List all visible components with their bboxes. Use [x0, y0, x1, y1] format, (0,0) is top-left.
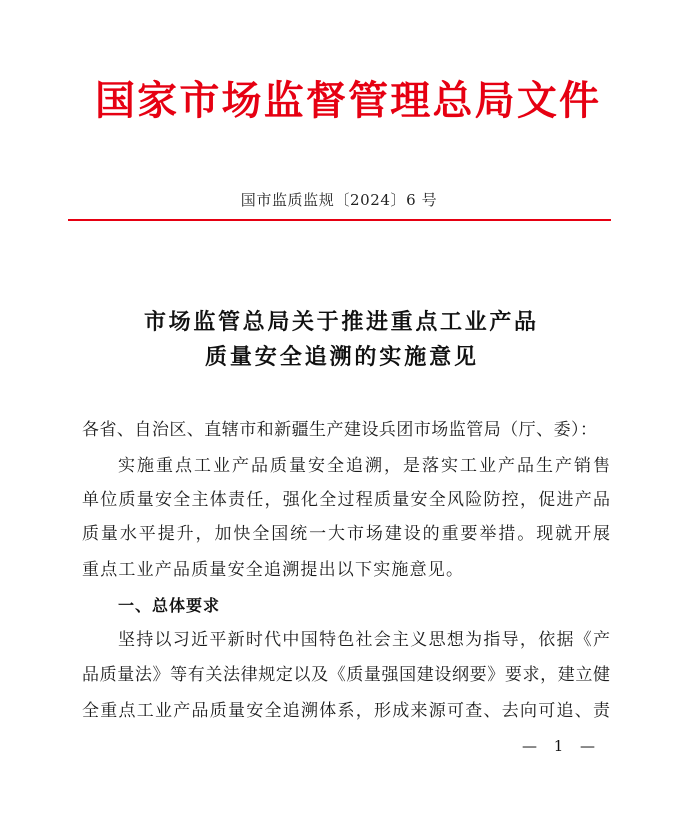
issuing-authority-title: 国家市场监督管理总局文件: [95, 77, 599, 124]
document-number: 国市监质监规〔2024〕6 号: [240, 191, 438, 209]
paragraph-line: 质量水平提升，加快全国统一大市场建设的重要举措。现就开展: [82, 524, 610, 544]
document-title-line-2: 质量安全追溯的实施意见: [205, 344, 476, 370]
paragraph-line: 单位质量安全主体责任，强化全过程质量安全风险防控，促进产品: [82, 490, 610, 510]
paragraph-line: 实施重点工业产品质量安全追溯，是落实工业产品生产销售: [118, 456, 610, 476]
page-number: — 1 —: [522, 737, 595, 755]
red-separator-line: [68, 219, 611, 221]
paragraph-line: 坚持以习近平新时代中国特色社会主义思想为指导，依据《产: [118, 630, 610, 650]
paragraph-line: 品质量法》等有关法律规定以及《质量强国建设纲要》要求，建立健: [82, 665, 610, 685]
paragraph-line: 重点工业产品质量安全追溯提出以下实施意见。: [82, 560, 465, 580]
salutation: 各省、自治区、直辖市和新疆生产建设兵团市场监管局（厅、委）：: [82, 420, 597, 440]
document-title-line-1: 市场监管总局关于推进重点工业产品: [144, 309, 536, 335]
section-heading: 一、总体要求: [118, 596, 221, 615]
paragraph-line: 全重点工业产品质量安全追溯体系，形成来源可查、去向可追、责: [82, 701, 610, 721]
